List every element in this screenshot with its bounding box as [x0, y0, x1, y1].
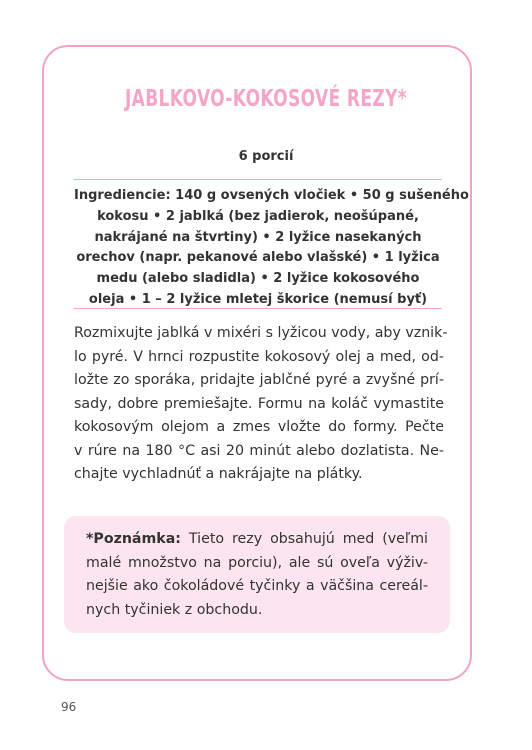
recipe-title: JABLKOVO-KOKOSOVÉ REZY* — [124, 86, 408, 112]
instructions-line: Rozmixujte jablká v mixéri s lyžicou vody, aby vznik- — [74, 325, 448, 341]
instructions-line: kokosovým olejom a zmes vložte do formy. Pečte — [74, 419, 444, 435]
note-box — [64, 516, 450, 633]
ingredients-block — [74, 186, 469, 311]
instructions-line: lo pyré. V hrnci rozpustite kokosový olej a med, od- — [74, 348, 444, 365]
ingredients-line: kokosu • 2 jablká (bez jadierok, neošúpané, — [97, 208, 419, 224]
ingredients-line: orechov (napr. pekanové alebo vlašské) • 1 lyžica — [76, 250, 440, 266]
page-number: 96 — [61, 700, 77, 714]
instructions-line: chajte vychladnúť a nakrájajte na plátky. — [74, 466, 363, 482]
note-line: nejšie ako čokoládové tyčinky a väčšina cereál- — [86, 578, 428, 594]
ingredients-line: Ingrediencie: 140 g ovsených vločiek • 50 g sušeného — [74, 188, 469, 203]
instructions-line: v rúre na 180 °C asi 20 minút alebo dozlatista. Ne- — [74, 442, 444, 459]
note-line — [86, 528, 428, 552]
note-label: *Poznámka: — [86, 531, 181, 547]
note-line: malé množstvo na porciu), ale sú oveľa výživ- — [86, 554, 428, 571]
ingredients-line: nakrájané na štvrtiny) • 2 lyžice nasekaných — [94, 229, 422, 245]
ingredients-line: medu (alebo sladidla) • 2 lyžice kokosového — [96, 271, 420, 287]
note-text: Tieto rezy obsahujú med (veľmi — [180, 531, 428, 547]
ingredients-divider-bottom — [74, 308, 442, 309]
portions-label: 6 porcií — [238, 149, 294, 164]
ingredients-line: oleja • 1 – 2 lyžice mletej škorice (nemusí byť) — [88, 291, 428, 307]
ingredients-divider-top — [74, 179, 442, 180]
note-line: nych tyčiniek z obchodu. — [86, 601, 263, 618]
instructions-paragraph — [74, 322, 448, 487]
instructions-line: sady, dobre premiešajte. Formu na koláč vymastite — [74, 395, 444, 412]
instructions-line: ložte zo sporáka, pridajte jablčné pyré a zvyšné prí- — [74, 372, 444, 388]
